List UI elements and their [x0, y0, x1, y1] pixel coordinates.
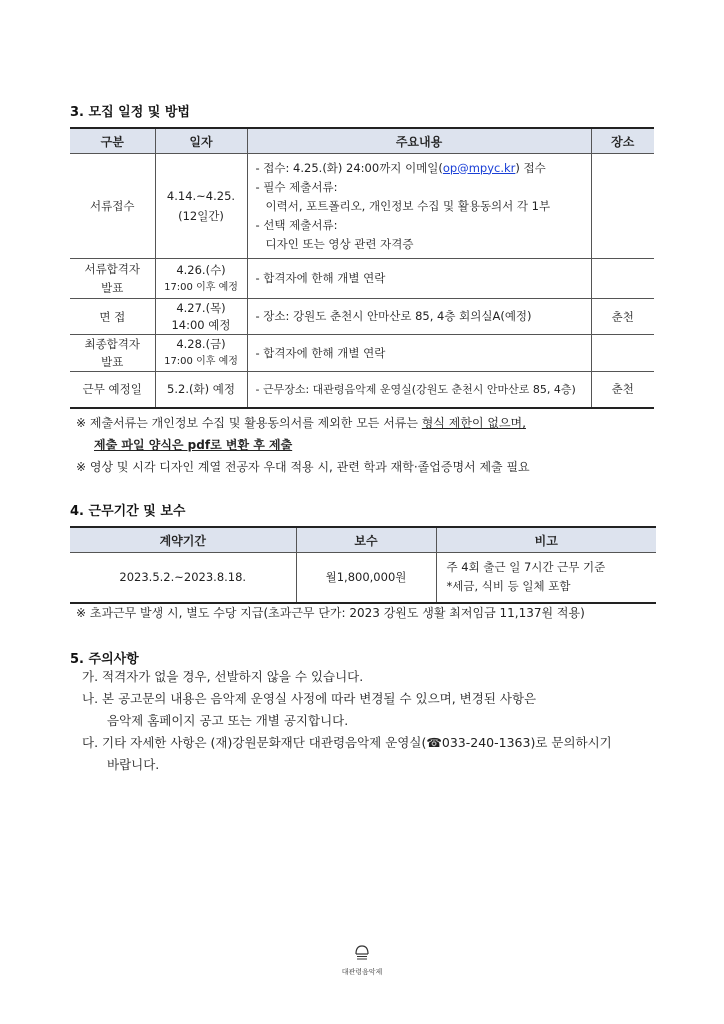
row-place: 춘천 — [591, 299, 654, 335]
festival-logo-icon — [354, 944, 370, 965]
header-category: 구분 — [70, 128, 155, 154]
row-place — [591, 154, 654, 259]
header-content: 주요내용 — [247, 128, 591, 154]
content-line: - 필수 제출서류: — [255, 179, 338, 194]
row-date: 4.27.(목) 14:00 예정 — [155, 299, 247, 335]
content-line: - 선택 제출서류: — [255, 217, 338, 232]
row-category: 근무 예정일 — [70, 372, 155, 408]
section4-title: 4. 근무기간 및 보수 — [70, 504, 186, 519]
section3-notes — [76, 412, 530, 478]
table-row — [70, 154, 654, 259]
table-row — [70, 299, 654, 335]
row-date: 4.26.(수) 17:00 이후 예정 — [155, 259, 247, 299]
note-line: ※ 영상 및 시각 디자인 계열 전공자 우대 적용 시, 관련 학과 재학·졸업증명서 제출 필요 — [76, 460, 530, 474]
table-header-row — [70, 128, 654, 154]
section4-note: ※ 초과근무 발생 시, 별도 수당 지급(초과근무 단가: 2023 강원도 생활 최저임금 11,137원 적용) — [76, 606, 585, 620]
footer — [0, 944, 724, 977]
row-place: 춘천 — [591, 372, 654, 408]
table-row — [70, 553, 656, 603]
table-header-row — [70, 527, 656, 553]
section5-title: 5. 주의사항 — [70, 652, 139, 667]
table-row — [70, 335, 654, 372]
row-content: - 장소: 강원도 춘천시 안마산로 85, 4층 회의실A(예정) — [247, 299, 591, 335]
list-item: 가. 적격자가 없을 경우, 선발하지 않을 수 있습니다. — [82, 669, 364, 684]
row-content: - 합격자에 한해 개별 연락 — [247, 335, 591, 372]
row-category: 서류합격자 발표 — [70, 259, 155, 299]
content-line: 이력서, 포트폴리오, 개인정보 수집 및 활용동의서 각 1부 — [265, 198, 551, 213]
content-line: 디자인 또는 영상 관련 자격증 — [265, 236, 414, 251]
list-item: 나. 본 공고문의 내용은 음악제 운영실 사정에 따라 변경될 수 있으며, 변경된 사항은 — [82, 691, 537, 706]
section3-title: 3. 모집 일정 및 방법 — [70, 105, 190, 120]
table-row — [70, 259, 654, 299]
footer-logo-text: 대관령음악제 — [341, 968, 383, 976]
list-item: 다. 기타 자세한 사항은 (재)강원문화재단 대관령음악제 운영실(☎033-240-1363)로 문의하시기 — [82, 735, 612, 750]
row-content: - 근무장소: 대관령음악제 운영실(강원도 춘천시 안마산로 85, 4층) — [247, 372, 591, 408]
date-duration: (12일간) — [178, 209, 224, 223]
row-category: 서류접수 — [70, 154, 155, 259]
recruitment-schedule-table — [70, 127, 654, 409]
row-place — [591, 335, 654, 372]
row-date: 4.28.(금) 17:00 이후 예정 — [155, 335, 247, 372]
contract-period: 2023.5.2.~2023.8.18. — [70, 553, 296, 603]
list-item-cont: 바랍니다. — [107, 757, 160, 772]
header-place: 장소 — [591, 128, 654, 154]
row-content: - 합격자에 한해 개별 연락 — [247, 259, 591, 299]
row-place — [591, 259, 654, 299]
header-period: 계약기간 — [70, 527, 296, 553]
row-category: 최종합격자 발표 — [70, 335, 155, 372]
content-line: - 접수: 4.25.(화) 24:00까지 이메일(op@mpyc.kr) 접수 — [255, 160, 546, 175]
table-row — [70, 372, 654, 408]
header-date: 일자 — [155, 128, 247, 154]
row-date: 5.2.(화) 예정 — [155, 372, 247, 408]
email-link[interactable]: op@mpyc.kr — [442, 160, 516, 175]
header-remark: 비고 — [436, 527, 656, 553]
row-content — [247, 154, 591, 259]
row-category: 면 접 — [70, 299, 155, 335]
row-date — [155, 154, 247, 259]
remark: 주 4회 출근 일 7시간 근무 기준 *세금, 식비 등 일체 포함 — [436, 553, 656, 603]
note-line: 제출 파일 양식은 pdf로 변환 후 제출 — [94, 438, 293, 452]
notice-list — [82, 666, 612, 776]
work-period-table — [70, 526, 656, 604]
pay-amount: 월1,800,000원 — [296, 553, 436, 603]
date-range: 4.14.~4.25. — [166, 189, 236, 203]
list-item-cont: 음악제 홈페이지 공고 또는 개별 공지합니다. — [107, 713, 349, 728]
header-pay: 보수 — [296, 527, 436, 553]
note-line: ※ 제출서류는 개인정보 수집 및 활용동의서를 제외한 모든 서류는 형식 제한이 없으며, — [76, 416, 526, 430]
